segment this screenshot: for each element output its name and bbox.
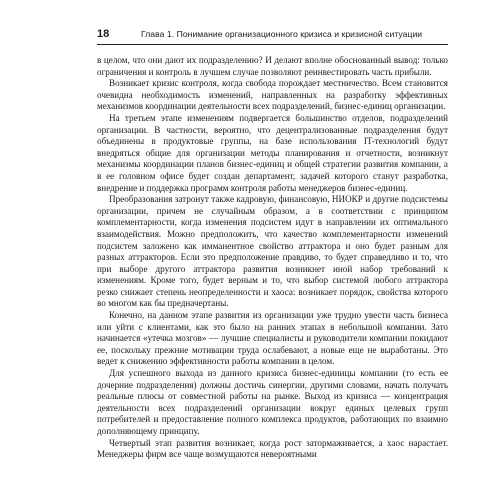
paragraph: Четвертый этап развития возникает, когда рост затормаживается, а хаос нарастает. Менеджеры фирм все чаще возмущаются невероятными	[97, 437, 448, 460]
paragraph: Преобразования затронут также кадровую, финансовую, НИОКР и другие подсистемы организации, причем не случайным образом, а в соответствии с принципом комплементарности, когда изменения подсистем идут в направлении их оптимального взаимодействия. Можно предположить, что качество комплементарности изменений подсистем заложено как имманентное свойство аттрактора и оно будет разным для разных аттракторов. Если это предположение правдиво, то будет справедливо и то, что при выборе другого аттрактора развития возникнет иной набор требований к изменениям. Кроме того, будет верным и то, что выбор системой любого аттрактора резко снижает степень неопределенности и хаоса: возникает порядок, свойства которого во многом как бы предначертаны.	[97, 194, 448, 309]
paragraph-continued: в целом, что они дают их подразделению? И делают вполне обоснованный вывод: только ограничения и контроль в лучшем случае позволяют реинвестировать часть прибыли.	[97, 55, 448, 77]
body-text	[97, 55, 448, 461]
paragraph: Конечно, на данном этапе развития из организации уже трудно увести часть бизнеса или уйти с клиентами, как это было на ранних этапах в небольшой компании. Зато начинается «утечка мозгов» — лучшие специалисты и руководители компании покидают ее, поскольку прежние мотивации труда ослабевают, а новые еще не выработаны. Это ведет к снижению эффективности работы компании в целом.	[97, 310, 448, 367]
page-number: 18	[97, 28, 110, 40]
paragraph: На третьем этапе изменениям подвергается большинство отделов, подразделений организации. В частности, вероятно, что децентрализованные подразделения будут объединены в продуктовые группы, на базе использования IT-технологий будут внедряться общие для организации методы планирования и отчетности, возникнут механизмы координации планов бизнес-единиц и общей стратегии развития компании, а в ее головном офисе будет создан департамент, задачей которого станут разработка, внедрение и поддержка программ контроля работы менеджеров бизнес-единиц.	[97, 112, 448, 193]
paragraph: Возникает кризис контроля, когда свобода порождает местничество. Всем становится очевидна необходимость изменений, направленных на разработку эффективных механизмов координации деятельности всех подразделений, бизнес-единиц организации.	[97, 78, 448, 112]
paragraph: Для успешного выхода из данного кризиса бизнес-единицы компании (то есть ее дочерние подразделения) должны достичь синергии, другими словами, начать получать реальные плюсы от совместной работы на рынке. Выход из кризиса — концентрация деятельности всех подразделений организации вокруг единых целевых групп потребителей и предоставление полного комплекса продуктов, работающих по взаимно дополняющему принципу.	[97, 368, 448, 436]
chapter-title: Глава 1. Понимание организационного кризиса и кризисной ситуации	[141, 29, 423, 39]
running-head	[97, 28, 448, 45]
